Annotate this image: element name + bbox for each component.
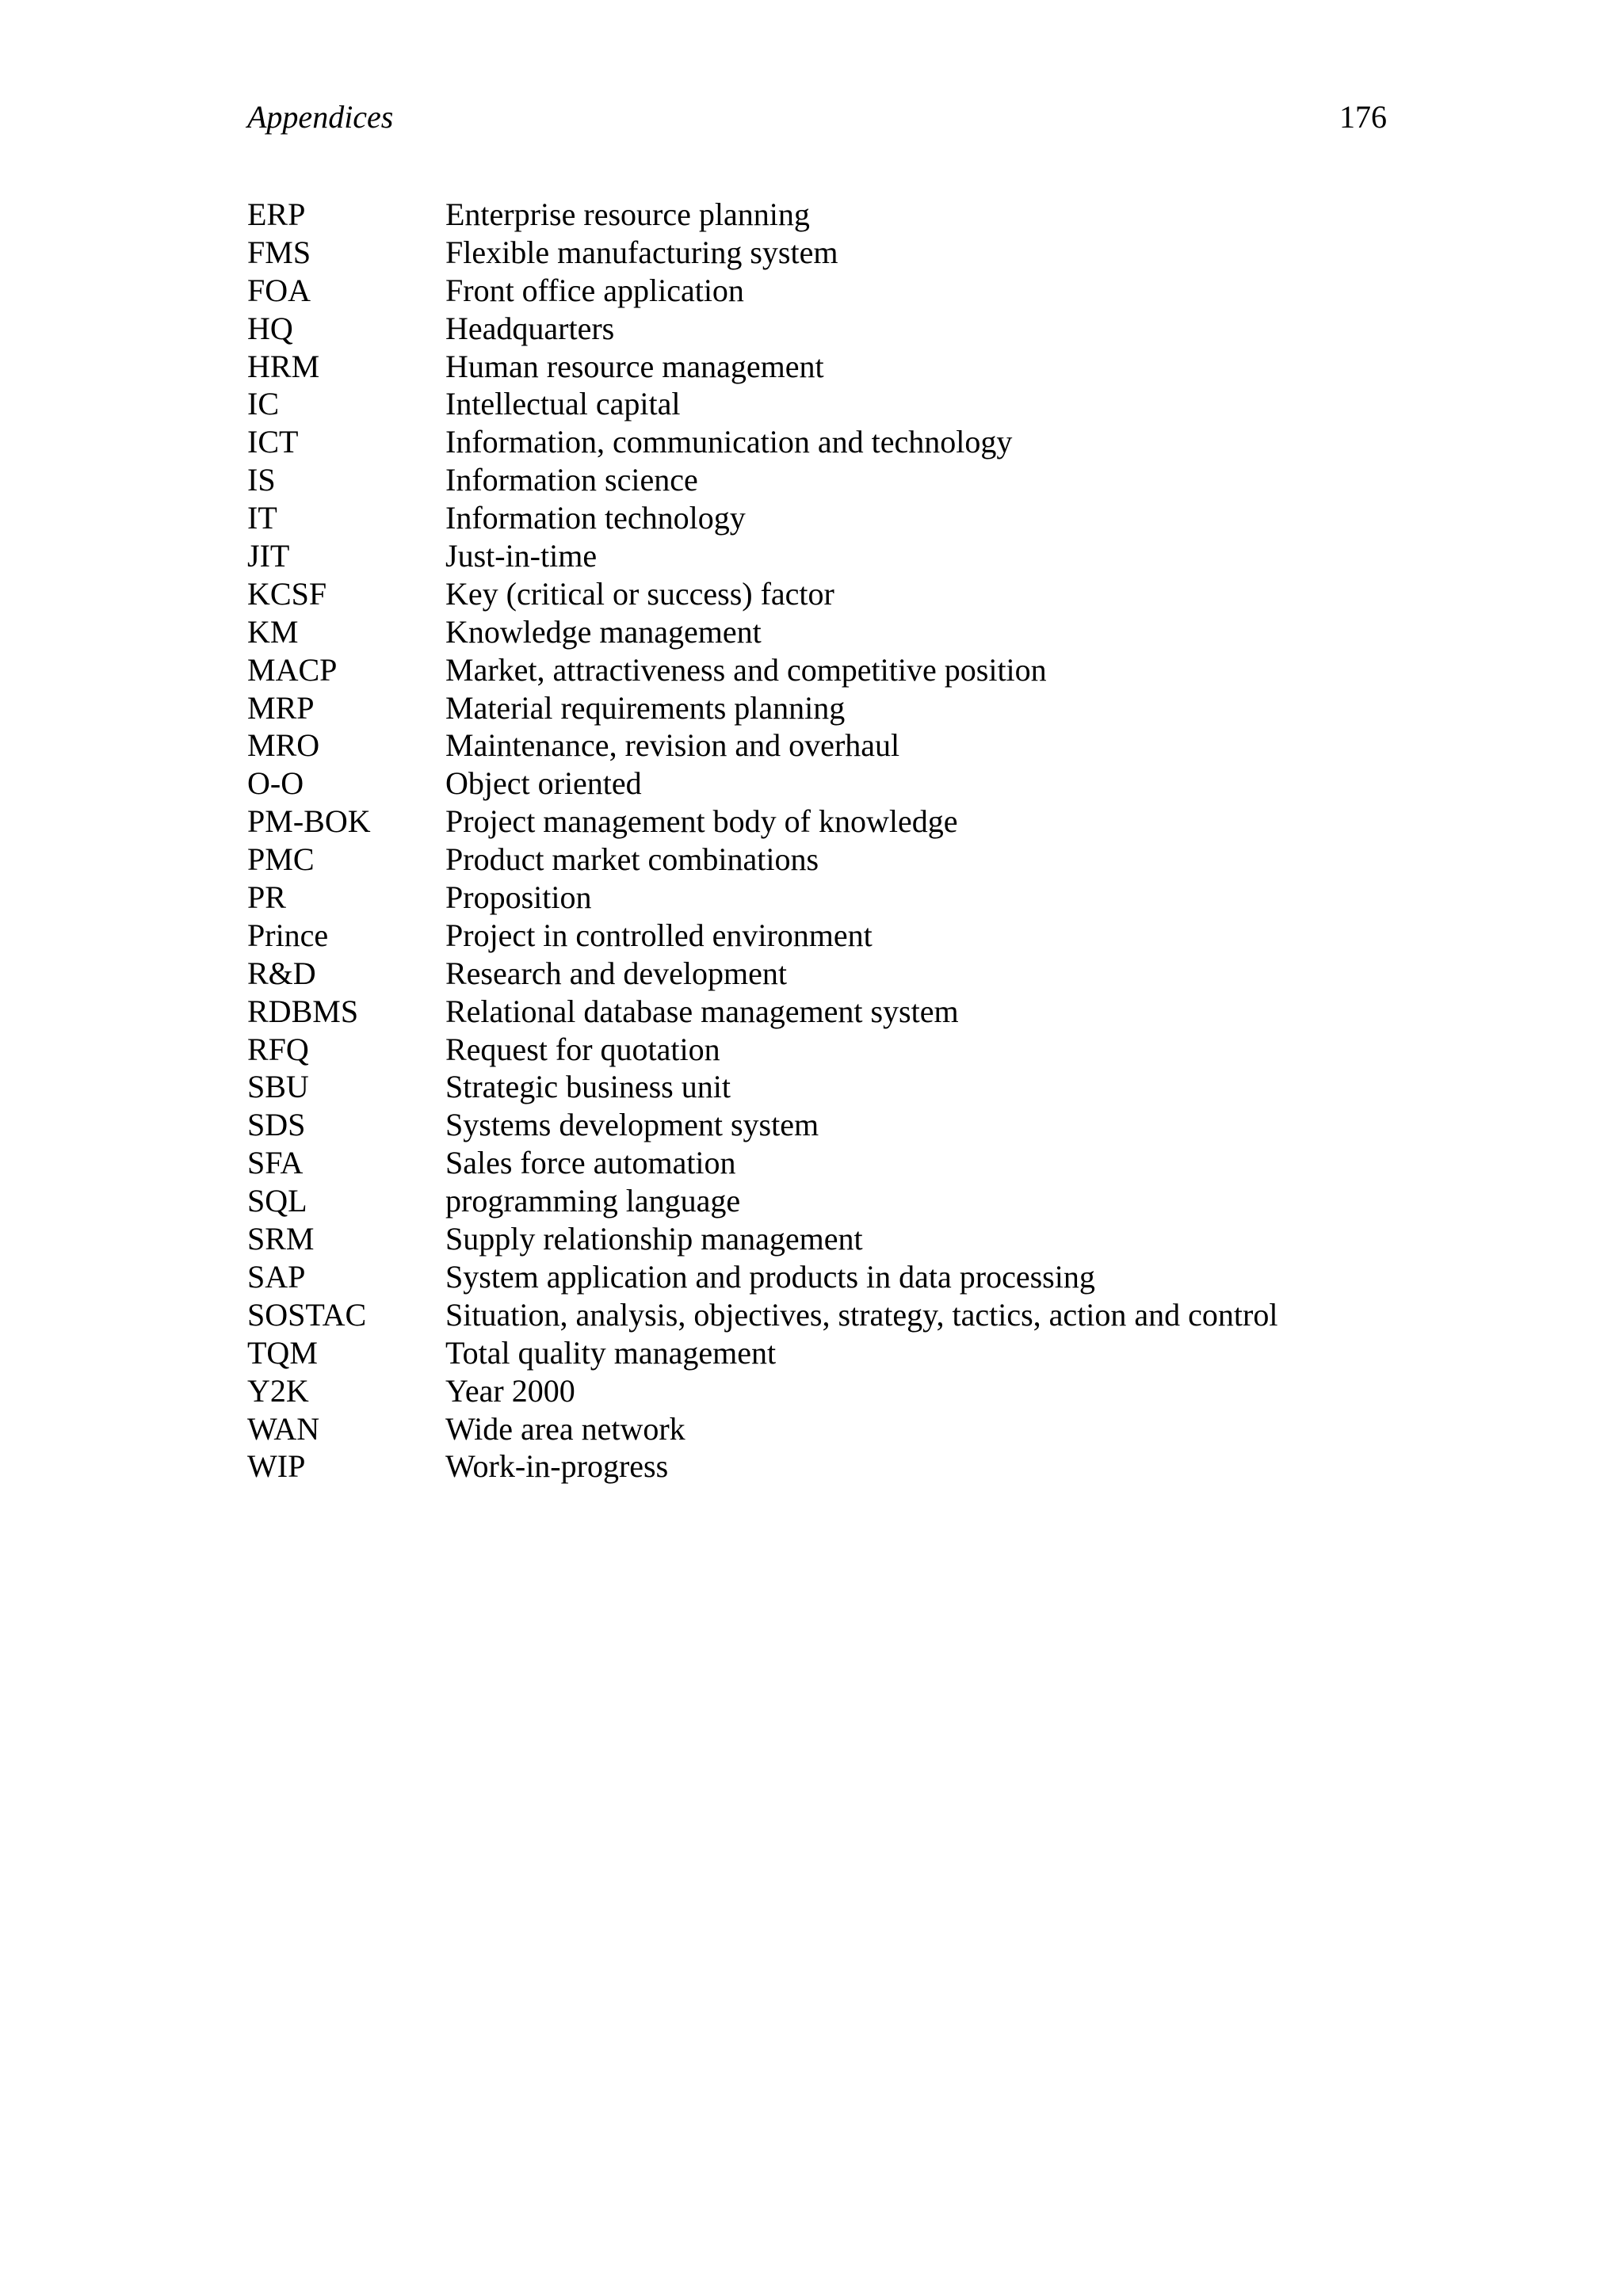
abbreviation-definition: Object oriented	[445, 765, 642, 802]
abbreviation-list	[247, 196, 1277, 1486]
abbreviation-row	[247, 1296, 1277, 1334]
abbreviation-definition: programming language	[445, 1183, 741, 1219]
abbreviation-definition: Knowledge management	[445, 613, 762, 650]
abbreviation-definition: Systems development system	[445, 1107, 819, 1143]
abbreviation-definition: Request for quotation	[445, 1031, 720, 1067]
abbreviation-definition: Intellectual capital	[445, 386, 681, 422]
abbreviation-term: WIP	[247, 1448, 306, 1485]
abbreviation-definition: Material requirements planning	[445, 689, 846, 726]
abbreviation-term: IS	[247, 462, 276, 498]
abbreviation-term: SAP	[247, 1258, 306, 1295]
abbreviation-definition: System application and products in data processing	[445, 1258, 1095, 1295]
abbreviation-term: HRM	[247, 348, 320, 384]
abbreviation-term: TQM	[247, 1334, 318, 1371]
abbreviation-definition: Maintenance, revision and overhaul	[445, 727, 900, 764]
abbreviation-term: SOSTAC	[247, 1296, 367, 1333]
page-number: 176	[1339, 99, 1387, 135]
abbreviation-row	[247, 385, 1277, 423]
abbreviation-term: RFQ	[247, 1031, 309, 1067]
abbreviation-definition: Year 2000	[445, 1372, 575, 1409]
abbreviation-term: R&D	[247, 955, 316, 991]
abbreviation-term: PM-BOK	[247, 803, 371, 840]
abbreviation-definition: Situation, analysis, objectives, strategy, tactics, action and control	[445, 1296, 1278, 1333]
abbreviation-row	[247, 1447, 1277, 1486]
abbreviation-definition: Sales force automation	[445, 1145, 736, 1181]
abbreviation-term: IC	[247, 386, 279, 422]
abbreviation-term: FMS	[247, 234, 311, 270]
abbreviation-row	[247, 1334, 1277, 1372]
abbreviation-row	[247, 651, 1277, 689]
abbreviation-row	[247, 310, 1277, 348]
abbreviation-row	[247, 993, 1277, 1031]
abbreviation-definition: Information science	[445, 462, 698, 498]
abbreviation-row	[247, 537, 1277, 575]
abbreviation-term: O-O	[247, 765, 304, 802]
abbreviation-row	[247, 1106, 1277, 1144]
page-header	[247, 93, 1387, 141]
abbreviation-row	[247, 1372, 1277, 1410]
abbreviation-term: SBU	[247, 1069, 309, 1105]
abbreviation-row	[247, 348, 1277, 386]
abbreviation-definition: Human resource management	[445, 348, 824, 384]
abbreviation-row	[247, 803, 1277, 841]
abbreviation-definition: Supply relationship management	[445, 1221, 863, 1257]
abbreviation-definition: Headquarters	[445, 310, 615, 346]
abbreviation-row	[247, 1031, 1277, 1069]
abbreviation-definition: Information, communication and technology	[445, 424, 1013, 460]
running-header-title: Appendices	[247, 99, 394, 135]
abbreviation-definition: Flexible manufacturing system	[445, 234, 838, 270]
abbreviation-row	[247, 1068, 1277, 1106]
abbreviation-row	[247, 689, 1277, 727]
abbreviation-definition: Project management body of knowledge	[445, 803, 958, 840]
abbreviation-definition: Enterprise resource planning	[445, 196, 810, 232]
abbreviation-definition: Proposition	[445, 879, 592, 916]
abbreviation-definition: Project in controlled environment	[445, 917, 873, 953]
abbreviation-definition: Key (critical or success) factor	[445, 575, 834, 612]
abbreviation-row	[247, 727, 1277, 765]
abbreviation-definition: Information technology	[445, 500, 746, 536]
abbreviation-term: KCSF	[247, 575, 327, 612]
abbreviation-term: RDBMS	[247, 993, 359, 1029]
abbreviation-term: SQL	[247, 1183, 307, 1219]
abbreviation-row	[247, 841, 1277, 879]
abbreviation-term: Y2K	[247, 1372, 309, 1409]
abbreviation-definition: Work-in-progress	[445, 1448, 669, 1485]
abbreviation-term: JIT	[247, 538, 290, 574]
abbreviation-term: Prince	[247, 917, 329, 953]
abbreviation-term: KM	[247, 613, 299, 650]
abbreviation-term: SFA	[247, 1145, 304, 1181]
abbreviation-row	[247, 879, 1277, 917]
abbreviation-row	[247, 196, 1277, 234]
abbreviation-row	[247, 575, 1277, 613]
abbreviation-term: ERP	[247, 196, 306, 232]
abbreviation-term: SDS	[247, 1107, 306, 1143]
abbreviation-row	[247, 423, 1277, 461]
abbreviation-term: SRM	[247, 1221, 315, 1257]
abbreviation-definition: Total quality management	[445, 1334, 777, 1371]
abbreviation-term: PR	[247, 879, 286, 916]
abbreviation-term: PMC	[247, 841, 315, 878]
abbreviation-row	[247, 234, 1277, 272]
abbreviation-row	[247, 1220, 1277, 1258]
abbreviation-term: ICT	[247, 424, 299, 460]
abbreviation-definition: Strategic business unit	[445, 1069, 731, 1105]
abbreviation-row	[247, 272, 1277, 310]
abbreviation-term: HQ	[247, 310, 293, 346]
abbreviation-definition: Relational database management system	[445, 993, 959, 1029]
abbreviation-term: MRP	[247, 689, 315, 726]
abbreviation-row	[247, 499, 1277, 537]
abbreviation-row	[247, 955, 1277, 993]
abbreviation-row	[247, 917, 1277, 955]
abbreviation-term: MACP	[247, 651, 338, 688]
abbreviation-term: IT	[247, 500, 277, 536]
abbreviation-definition: Product market combinations	[445, 841, 819, 878]
abbreviation-term: FOA	[247, 272, 311, 308]
abbreviation-definition: Wide area network	[445, 1410, 685, 1447]
abbreviation-row	[247, 613, 1277, 651]
abbreviation-definition: Research and development	[445, 955, 787, 991]
abbreviation-row	[247, 461, 1277, 499]
abbreviation-row	[247, 1410, 1277, 1448]
abbreviation-row	[247, 1182, 1277, 1220]
abbreviation-term: WAN	[247, 1410, 320, 1447]
abbreviation-definition: Front office application	[445, 272, 744, 308]
abbreviation-row	[247, 765, 1277, 803]
abbreviation-definition: Just-in-time	[445, 538, 598, 574]
abbreviation-row	[247, 1258, 1277, 1296]
abbreviation-definition: Market, attractiveness and competitive position	[445, 651, 1047, 688]
abbreviation-row	[247, 1144, 1277, 1182]
abbreviation-term: MRO	[247, 727, 320, 764]
